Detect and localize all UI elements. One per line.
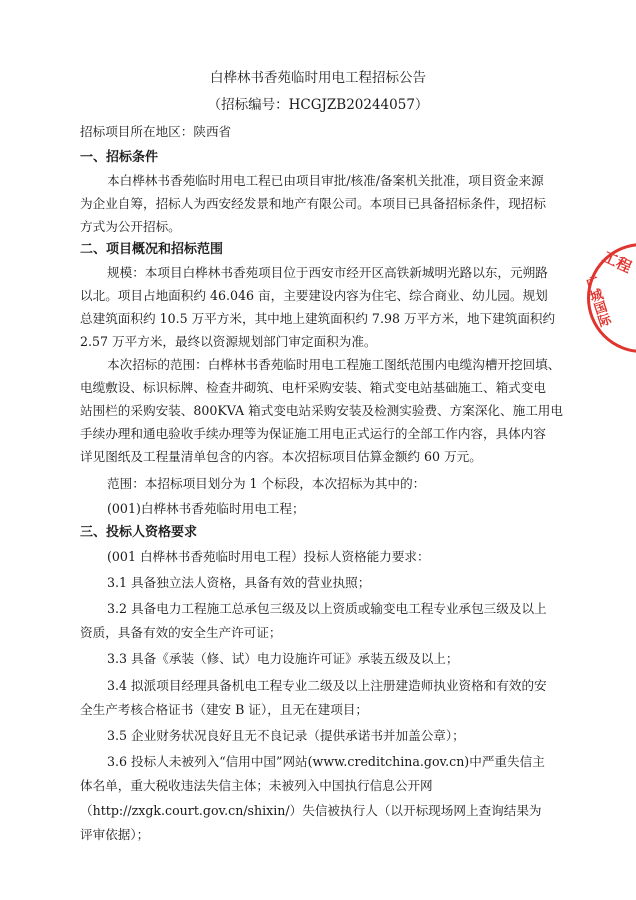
paragraph-line: 手续办理和通电验收手续办理等为保证施工用电正式运行的全部工作内容，具体内容	[80, 426, 546, 441]
document-subtitle: （招标编号：HCGJZB20244057）	[207, 97, 429, 113]
paragraph-line: 方式为公开招标。	[80, 219, 181, 234]
document-title: 白桦林书香苑临时用电工程招标公告	[210, 70, 426, 86]
paragraph-line: 评审依据）；	[80, 827, 150, 842]
paragraph-line: 站围栏的采购安装、800KVA 箱式变电站采购安装及检测实验费、方案深化、施工用电	[80, 403, 563, 418]
paragraph-line: （http://zxgk.court.gov.cn/shixin/）失信被执行人（以开标现场网上查询结果为	[80, 803, 542, 818]
seal-text-side: 广城国际	[581, 274, 612, 329]
section-heading: 三、投标人资格要求	[80, 525, 198, 540]
paragraph-line: 3.3 具备《承装（修、试）电力设施许可证》承装五级及以上；	[107, 651, 459, 666]
paragraph-line: 电缆敷设、标识标牌、检查井砌筑、电杆采购安装、箱式变电站基础施工、箱式变电	[80, 380, 546, 395]
paragraph-line: (001)白桦林书香苑临时用电工程；	[107, 501, 305, 516]
paragraph-line: 以北。项目占地面积约 46.046 亩，主要建设内容为住宅、综合商业、幼儿园。规划	[80, 288, 548, 303]
section-heading: 一、招标条件	[80, 150, 159, 165]
paragraph-line: 规模：本项目白桦林书香苑项目位于西安市经开区高铁新城明光路以东，元朔路	[107, 265, 548, 280]
paragraph-line: 本白桦林书香苑临时用电工程已由项目审批/核准/备案机关批准，项目资金来源	[107, 173, 544, 188]
paragraph-line: 3.4 拟派项目经理具备机电工程专业二级及以上注册建造师执业资格和有效的安	[107, 678, 547, 693]
paragraph-line: 体名单，重大税收违法失信主体；未被列入中国执行信息公开网	[80, 778, 433, 793]
paragraph-line: 3.5 企业财务状况良好且无不良记录（提供承诺书并加盖公章）；	[107, 728, 465, 743]
paragraph-line: 全生产考核合格证书（建安 B 证），且无在建项目；	[80, 702, 369, 717]
section-heading: 二、项目概况和招标范围	[80, 242, 224, 257]
official-seal-stamp	[581, 243, 636, 353]
paragraph-line: 资质，具备有效的安全生产许可证；	[80, 625, 282, 640]
seal-text-top: 工程	[599, 247, 635, 277]
paragraph-line: 3.1 具备独立法人资格，具备有效的营业执照；	[107, 575, 371, 590]
paragraph-line: 本次招标的范围：白桦林书香苑临时用电工程施工图纸范围内电缆沟槽开挖回填、	[107, 357, 561, 372]
paragraph-line: 3.6 投标人未被列入“信用中国”网站(www.creditchina.gov.cn)中严重失信主	[107, 754, 545, 769]
paragraph-line: 详见图纸及工程量清单包含的内容。本次招标项目估算金额约 60 万元。	[80, 449, 482, 464]
paragraph-line: 2.57 万平方米，最终以资源规划部门审定面积为准。	[80, 334, 377, 349]
paragraph-line: 为企业自筹，招标人为西安经发景和地产有限公司。本项目已具备招标条件，现招标	[80, 196, 546, 211]
paragraph-line: (001 白桦林书香苑临时用电工程）投标人资格能力要求：	[107, 549, 430, 564]
paragraph-line: 3.2 具备电力工程施工总承包三级及以上资质或输变电工程专业承包三级及以上	[107, 601, 547, 616]
paragraph-line: 范围：本招标项目划分为 1 个标段，本次招标为其中的：	[107, 476, 426, 491]
region-line: 招标项目所在地区：陕西省	[80, 124, 232, 139]
paragraph-line: 总建筑面积约 10.5 万平方米，其中地上建筑面积约 7.98 万平方米，地下建筑面积约	[80, 311, 556, 326]
